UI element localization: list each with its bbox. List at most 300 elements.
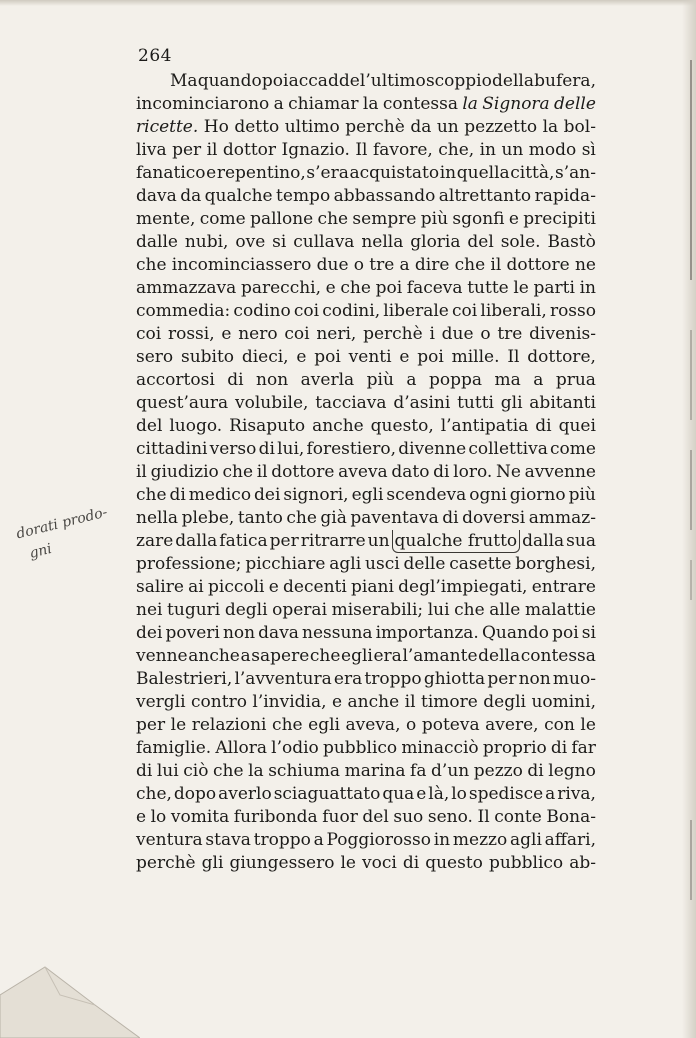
word: il	[256, 462, 268, 482]
word: furibonda	[233, 807, 318, 827]
word: entrare	[531, 577, 596, 597]
word: sempre	[352, 209, 417, 229]
word: abbassando	[333, 186, 436, 206]
word: modo	[528, 140, 577, 160]
text-line	[136, 691, 596, 714]
word: operai	[272, 600, 328, 620]
text-line	[136, 323, 596, 346]
word: non	[518, 669, 551, 689]
word: divenis-	[529, 324, 596, 344]
word: picchiare	[245, 554, 326, 574]
word: coi	[136, 324, 162, 344]
word: nero	[238, 324, 278, 344]
word: ultimo	[284, 117, 340, 137]
word: e	[325, 278, 336, 298]
word: conte	[494, 807, 542, 827]
word: non	[222, 623, 256, 643]
word: pallone	[250, 209, 314, 229]
word: tempo	[276, 186, 331, 206]
word: poi	[417, 347, 444, 367]
word: dalla	[522, 531, 565, 551]
word: seno.	[427, 807, 473, 827]
word: malattie	[524, 600, 596, 620]
word: di	[535, 416, 552, 436]
word: contessa	[520, 646, 596, 666]
word: il	[136, 462, 147, 482]
word: subito	[180, 347, 235, 367]
word: e	[296, 347, 307, 367]
word: della	[478, 646, 521, 666]
word: la	[362, 94, 379, 114]
word: Signora	[482, 94, 550, 114]
text-line	[136, 507, 596, 530]
word: sero	[136, 347, 174, 367]
word: dava	[136, 186, 177, 206]
text-line	[136, 852, 596, 875]
word: coi	[284, 324, 310, 344]
word: dei	[254, 485, 281, 505]
word: nessuna	[302, 623, 373, 643]
word: un	[367, 531, 390, 551]
word: nei	[136, 600, 163, 620]
word: a	[273, 94, 284, 114]
text-line	[136, 185, 596, 208]
word: fatica	[219, 531, 268, 551]
word: questo,	[370, 416, 434, 436]
binding-shadow	[690, 330, 692, 420]
word: sapere	[251, 646, 310, 666]
word: precipiti	[523, 209, 596, 229]
word: piccoli	[208, 577, 265, 597]
word: tutte	[467, 278, 509, 298]
word: affari,	[544, 830, 596, 850]
word: coi	[452, 301, 478, 321]
word: che	[222, 462, 253, 482]
word: dieci,	[241, 347, 289, 367]
word: dalle	[136, 232, 178, 252]
word: ai	[188, 577, 204, 597]
word: anche	[188, 646, 240, 666]
word: venne	[136, 646, 188, 666]
word: Poggiorosso	[326, 830, 431, 850]
word: quest’aura	[136, 393, 229, 413]
word: più	[366, 370, 394, 390]
word: parti	[533, 278, 575, 298]
word: favore,	[372, 140, 433, 160]
word: la	[248, 761, 264, 781]
word: a	[545, 784, 556, 804]
word: sgonfi	[452, 209, 505, 229]
word: commedia:	[136, 301, 231, 321]
word: tanto	[237, 508, 283, 528]
word: lo	[150, 807, 167, 827]
word: ritrarre	[300, 531, 366, 551]
word: cittadini	[136, 439, 208, 459]
word: schiuma	[268, 761, 341, 781]
text-line	[136, 116, 596, 139]
word: ricette.	[136, 117, 199, 137]
word: legno	[548, 761, 596, 781]
word: ma	[494, 370, 521, 390]
word: tutti	[457, 393, 494, 413]
word: avvenne	[524, 462, 596, 482]
text-line	[136, 392, 596, 415]
word: s’an-	[555, 163, 596, 183]
text-line	[136, 231, 596, 254]
word: troppo	[253, 830, 311, 850]
word: il	[490, 255, 502, 275]
word: di	[442, 508, 459, 528]
word: Ignazio.	[281, 140, 350, 160]
page-number: 264	[138, 46, 172, 66]
word: per	[136, 715, 166, 735]
word: nubi,	[184, 232, 229, 252]
text-line	[136, 369, 596, 392]
word: questo	[425, 853, 483, 873]
word: del	[362, 807, 389, 827]
word: avere,	[485, 715, 539, 735]
text-line	[136, 277, 596, 300]
word: pezzetto	[464, 117, 538, 137]
word: faceva	[406, 278, 463, 298]
word: era	[373, 646, 402, 666]
word: far	[571, 738, 596, 758]
word: repentino,	[216, 163, 306, 183]
word: accadde	[288, 71, 360, 91]
word: Ho	[203, 117, 229, 137]
word: per	[487, 669, 517, 689]
word: contro	[191, 692, 247, 712]
word: spedisce	[468, 784, 544, 804]
text-line	[136, 737, 596, 760]
word: l’antipatia	[440, 416, 529, 436]
word: di	[136, 761, 153, 781]
scan-edge-right	[682, 0, 696, 1038]
word: alle	[489, 600, 521, 620]
word: liberale	[383, 301, 449, 321]
word: che	[340, 278, 371, 298]
word: di	[550, 738, 568, 758]
word: professione;	[136, 554, 242, 574]
word: che	[136, 255, 167, 275]
page-corner-fold	[0, 955, 140, 1038]
word: il	[206, 140, 218, 160]
word: che,	[438, 140, 475, 160]
word: sua	[566, 531, 596, 551]
word: codini,	[322, 301, 381, 321]
word: degli	[224, 600, 268, 620]
word: ab-	[569, 853, 596, 873]
word: un	[436, 117, 459, 137]
word: tre	[497, 324, 523, 344]
word: incominciarono	[136, 94, 270, 114]
word: ove	[235, 232, 266, 252]
word: dottore	[271, 462, 335, 482]
word: piani	[351, 577, 394, 597]
word: zare	[136, 531, 174, 551]
word: dato	[391, 462, 430, 482]
word: o	[480, 324, 491, 344]
word: da	[180, 186, 202, 206]
word: Bastò	[547, 232, 596, 252]
text-line	[136, 70, 596, 93]
word: Ne	[496, 462, 521, 482]
word: l’invidia,	[252, 692, 327, 712]
word: che	[317, 209, 349, 229]
word: qua	[382, 784, 415, 804]
word: Quando	[481, 623, 550, 643]
word: d’asini	[393, 393, 451, 413]
word: gli	[500, 393, 523, 413]
word: agli	[329, 554, 362, 574]
word: tuguri	[167, 600, 221, 620]
text-line	[136, 599, 596, 622]
word: in	[579, 278, 596, 298]
word: rapida-	[534, 186, 596, 206]
word: perchè	[136, 853, 196, 873]
word: poi	[314, 347, 341, 367]
word: usci	[365, 554, 400, 574]
binding-shadow	[690, 60, 692, 280]
word: dopo	[173, 784, 217, 804]
word: aveva	[338, 462, 388, 482]
word: tacciava	[315, 393, 387, 413]
word: vomita	[170, 807, 230, 827]
word: dottor	[222, 140, 277, 160]
word: anche	[347, 692, 400, 712]
word: ventura	[136, 830, 203, 850]
word: ammazzava	[136, 278, 237, 298]
word: tre	[369, 255, 395, 275]
word: di	[258, 439, 275, 459]
word: gli	[201, 853, 224, 873]
word: la	[542, 117, 559, 137]
word: ne	[574, 255, 596, 275]
word: o	[353, 255, 365, 275]
text-line	[136, 346, 596, 369]
binding-shadow	[690, 450, 692, 530]
word: loro.	[453, 462, 493, 482]
word: giudizio	[150, 462, 219, 482]
word: che	[454, 600, 485, 620]
word: lo	[451, 784, 467, 804]
word: che	[272, 715, 303, 735]
binding-shadow	[690, 820, 692, 900]
word: minacciò	[401, 738, 479, 758]
word: Allora	[215, 738, 268, 758]
word: acquistato	[349, 163, 440, 183]
text-line	[136, 622, 596, 645]
word: la	[462, 94, 478, 114]
word: perchè	[363, 324, 423, 344]
word: coi	[293, 301, 320, 321]
word: ciò	[183, 761, 209, 781]
text-line	[136, 714, 596, 737]
word: mente,	[136, 209, 196, 229]
word: salire	[136, 577, 184, 597]
word: suo	[393, 807, 424, 827]
word: e	[221, 324, 232, 344]
word: che	[309, 646, 341, 666]
text-line	[136, 530, 596, 553]
word: aveva,	[345, 715, 401, 735]
word: Balestrieri,	[136, 669, 233, 689]
word: liberali,	[480, 301, 547, 321]
word: scoppio	[425, 71, 492, 91]
word: mezzo	[452, 830, 508, 850]
word: a	[533, 370, 544, 390]
word: rosso	[549, 301, 596, 321]
word: volubile,	[234, 393, 309, 413]
word: collettiva	[468, 439, 548, 459]
word: dire	[414, 255, 450, 275]
word: paventava	[350, 508, 439, 528]
word: casette	[449, 554, 512, 574]
word: nella	[361, 232, 404, 252]
word: un	[501, 140, 524, 160]
word: ammaz-	[528, 508, 596, 528]
word: egli	[351, 485, 384, 505]
word: come	[199, 209, 246, 229]
word: da	[410, 117, 432, 137]
word: Il	[355, 140, 368, 160]
word: più	[568, 485, 596, 505]
word: vergli	[136, 692, 186, 712]
word: le	[340, 853, 356, 873]
word: riva,	[557, 784, 596, 804]
word: poveri	[165, 623, 220, 643]
word: della	[492, 71, 534, 91]
word: si	[272, 232, 287, 252]
word: dei	[136, 623, 163, 643]
word: signori,	[283, 485, 349, 505]
word: liva	[136, 140, 167, 160]
word: voci	[362, 853, 397, 873]
word: per	[269, 531, 299, 551]
word: Bona-	[546, 807, 596, 827]
word: a	[240, 646, 251, 666]
word: città,	[510, 163, 555, 183]
word: delle	[554, 94, 596, 114]
word: gloria	[410, 232, 461, 252]
word: luogo.	[169, 416, 223, 436]
word: miserabili;	[331, 600, 424, 620]
text-line	[136, 254, 596, 277]
word: fa	[410, 761, 427, 781]
word: di	[402, 853, 420, 873]
word: l’amante	[402, 646, 478, 666]
word: sciaguattato	[273, 784, 381, 804]
word: fuor	[322, 807, 358, 827]
word: poi	[375, 278, 403, 298]
word: le	[513, 278, 529, 298]
text-line	[136, 93, 596, 116]
word: là,	[428, 784, 450, 804]
word: relazioni	[191, 715, 267, 735]
word: non	[256, 370, 289, 390]
word: che	[454, 255, 486, 275]
word: timore	[420, 692, 478, 712]
word: degl’impiegati,	[398, 577, 528, 597]
word: poi	[261, 71, 289, 91]
word: fanatico	[136, 163, 206, 183]
word: già	[320, 508, 347, 528]
word: s’era	[306, 163, 349, 183]
word: troppo	[364, 669, 422, 689]
word: cullava	[293, 232, 355, 252]
word: giorno	[509, 485, 566, 505]
word: agli	[510, 830, 542, 850]
word: che	[136, 485, 167, 505]
word: che	[286, 508, 317, 528]
word: lui,	[277, 439, 305, 459]
text-line	[136, 208, 596, 231]
word: venti	[348, 347, 392, 367]
word: i	[429, 324, 435, 344]
word: dalla	[175, 531, 218, 551]
word: le	[580, 715, 596, 735]
word: a	[313, 830, 324, 850]
word: le	[170, 715, 187, 735]
text-line	[136, 415, 596, 438]
word: altrettanto	[438, 186, 532, 206]
word: a	[399, 255, 410, 275]
word: Il	[507, 347, 520, 367]
word: poppa	[428, 370, 483, 390]
text-line	[136, 162, 596, 185]
word: qualche	[204, 186, 273, 206]
text-line	[136, 484, 596, 507]
word: importanza.	[375, 623, 479, 643]
word: nella	[136, 508, 179, 528]
word: divenne	[398, 439, 467, 459]
word: bol-	[563, 117, 596, 137]
word: chiamar	[288, 94, 359, 114]
word: di	[527, 761, 544, 781]
word: borghesi,	[515, 554, 596, 574]
word: prua	[555, 370, 596, 390]
word: l’odio	[271, 738, 319, 758]
word: o	[406, 715, 417, 735]
word: del	[467, 232, 494, 252]
word: come	[550, 439, 596, 459]
word: averla	[300, 370, 355, 390]
text-line	[136, 829, 596, 852]
word: in	[479, 140, 496, 160]
word: pubblico	[322, 738, 398, 758]
word: medico	[188, 485, 252, 505]
word: e	[206, 163, 217, 183]
text-line	[136, 300, 596, 323]
word: quella	[456, 163, 510, 183]
word: famiglie.	[136, 738, 212, 758]
word: decenti	[283, 577, 347, 597]
word: poteva	[421, 715, 480, 735]
word: giungessero	[229, 853, 335, 873]
word: del	[136, 416, 163, 436]
word: scendeva	[386, 485, 467, 505]
word: lui	[156, 761, 179, 781]
scan-edge-top	[0, 0, 696, 6]
word: mille.	[451, 347, 500, 367]
word: stava	[205, 830, 251, 850]
word: e	[332, 692, 343, 712]
word: contessa	[382, 94, 459, 114]
word: e	[416, 784, 427, 804]
annotation-line: dorati prodo-	[14, 504, 110, 543]
word: plebe,	[181, 508, 235, 528]
word: dottore,	[527, 347, 596, 367]
